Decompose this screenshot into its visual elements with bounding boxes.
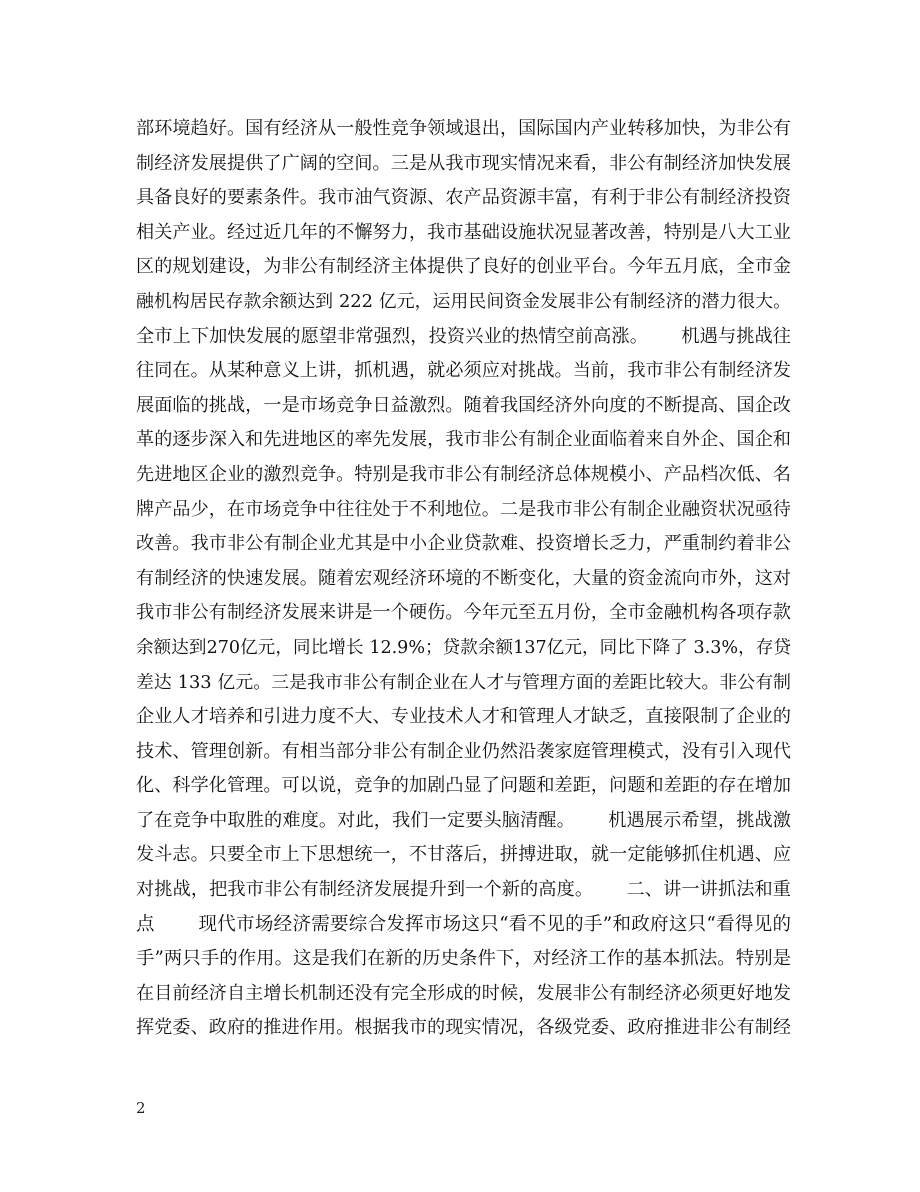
text-line: 融机构居民存款余额达到 222 亿元，运用民间资金发展非公有制经济的潜力很大。 [136,290,791,312]
text-line: 先进地区企业的激烈竞争。特别是我市非公有制经济总体规模小、产品档次低、名 [136,463,791,485]
text-line: 我市非公有制经济发展来讲是一个硬伤。今年元至五月份，全市金融机构各项存款 [136,602,791,624]
text-line: 挥党委、政府的推进作用。根据我市的现实情况，各级党委、政府推进非公有制经 [136,1017,791,1039]
text-line: 部环境趋好。国有经济从一般性竞争领域退出，国际国内产业转移加快，为非公有 [136,118,791,139]
text-line: 制经济发展提供了广阔的空间。三是从我市现实情况来看，非公有制经济加快发展 [136,152,791,174]
text-line: 全市上下加快发展的愿望非常强烈，投资兴业的热情空前高涨。 机遇与挑战往 [136,325,791,347]
text-line: 差达 133 亿元。三是我市非公有制企业在人才与管理方面的差距比较大。非公有制 [136,671,791,693]
body-text [136,112,791,1046]
text-line: 化、科学化管理。可以说，竞争的加剧凸显了问题和差距，问题和差距的存在增加 [136,775,791,797]
text-line: 对挑战，把我市非公有制经济发展提升到一个新的高度。 二、讲一讲抓法和重 [136,879,791,901]
text-line: 发斗志。只要全市上下思想统一，不甘落后，拼搏进取，就一定能够抓住机遇、应 [136,844,791,866]
text-line: 余额达到270亿元，同比增长 12.9%；贷款余额137亿元，同比下降了 3.3%，存贷 [136,637,791,658]
text-line: 展面临的挑战，一是市场竞争日益激烈。随着我国经济外向度的不断提高、国企改 [136,394,791,416]
text-line: 了在竞争中取胜的难度。对此，我们一定要头脑清醒。 机遇展示希望，挑战激 [136,809,791,831]
text-line: 牌产品少，在市场竞争中往往处于不利地位。二是我市非公有制企业融资状况亟待 [136,498,791,520]
text-line: 技术、管理创新。有相当部分非公有制企业仍然沿袭家庭管理模式，没有引入现代 [136,740,791,762]
text-line: 手”两只手的作用。这是我们在新的历史条件下，对经济工作的基本抓法。特别是 [136,948,791,970]
text-line: 在目前经济自主增长机制还没有完全形成的时候，发展非公有制经济必须更好地发 [136,982,791,1004]
text-line: 区的规划建设，为非公有制经济主体提供了良好的创业平台。今年五月底，全市金 [136,256,791,278]
text-line: 革的逐步深入和先进地区的率先发展，我市非公有制企业面临着来自外企、国企和 [136,429,791,451]
text-line: 改善。我市非公有制企业尤其是中小企业贷款难、投资增长乏力，严重制约着非公 [136,533,791,555]
text-line: 往同在。从某种意义上讲，抓机遇，就必须应对挑战。当前，我市非公有制经济发 [136,360,791,382]
text-line: 相关产业。经过近几年的不懈努力，我市基础设施状况显著改善，特别是八大工业 [136,221,791,243]
page-number: 2 [136,1099,146,1117]
text-line: 具备良好的要素条件。我市油气资源、农产品资源丰富，有利于非公有制经济投资 [136,187,791,209]
text-line: 点 现代市场经济需要综合发挥市场这只“看不见的手”和政府这只“看得见的 [136,913,791,935]
text-line: 企业人才培养和引进力度不大、专业技术人才和管理人才缺乏，直接限制了企业的 [136,706,791,728]
text-line: 有制经济的快速发展。随着宏观经济环境的不断变化，大量的资金流向市外，这对 [136,567,791,589]
